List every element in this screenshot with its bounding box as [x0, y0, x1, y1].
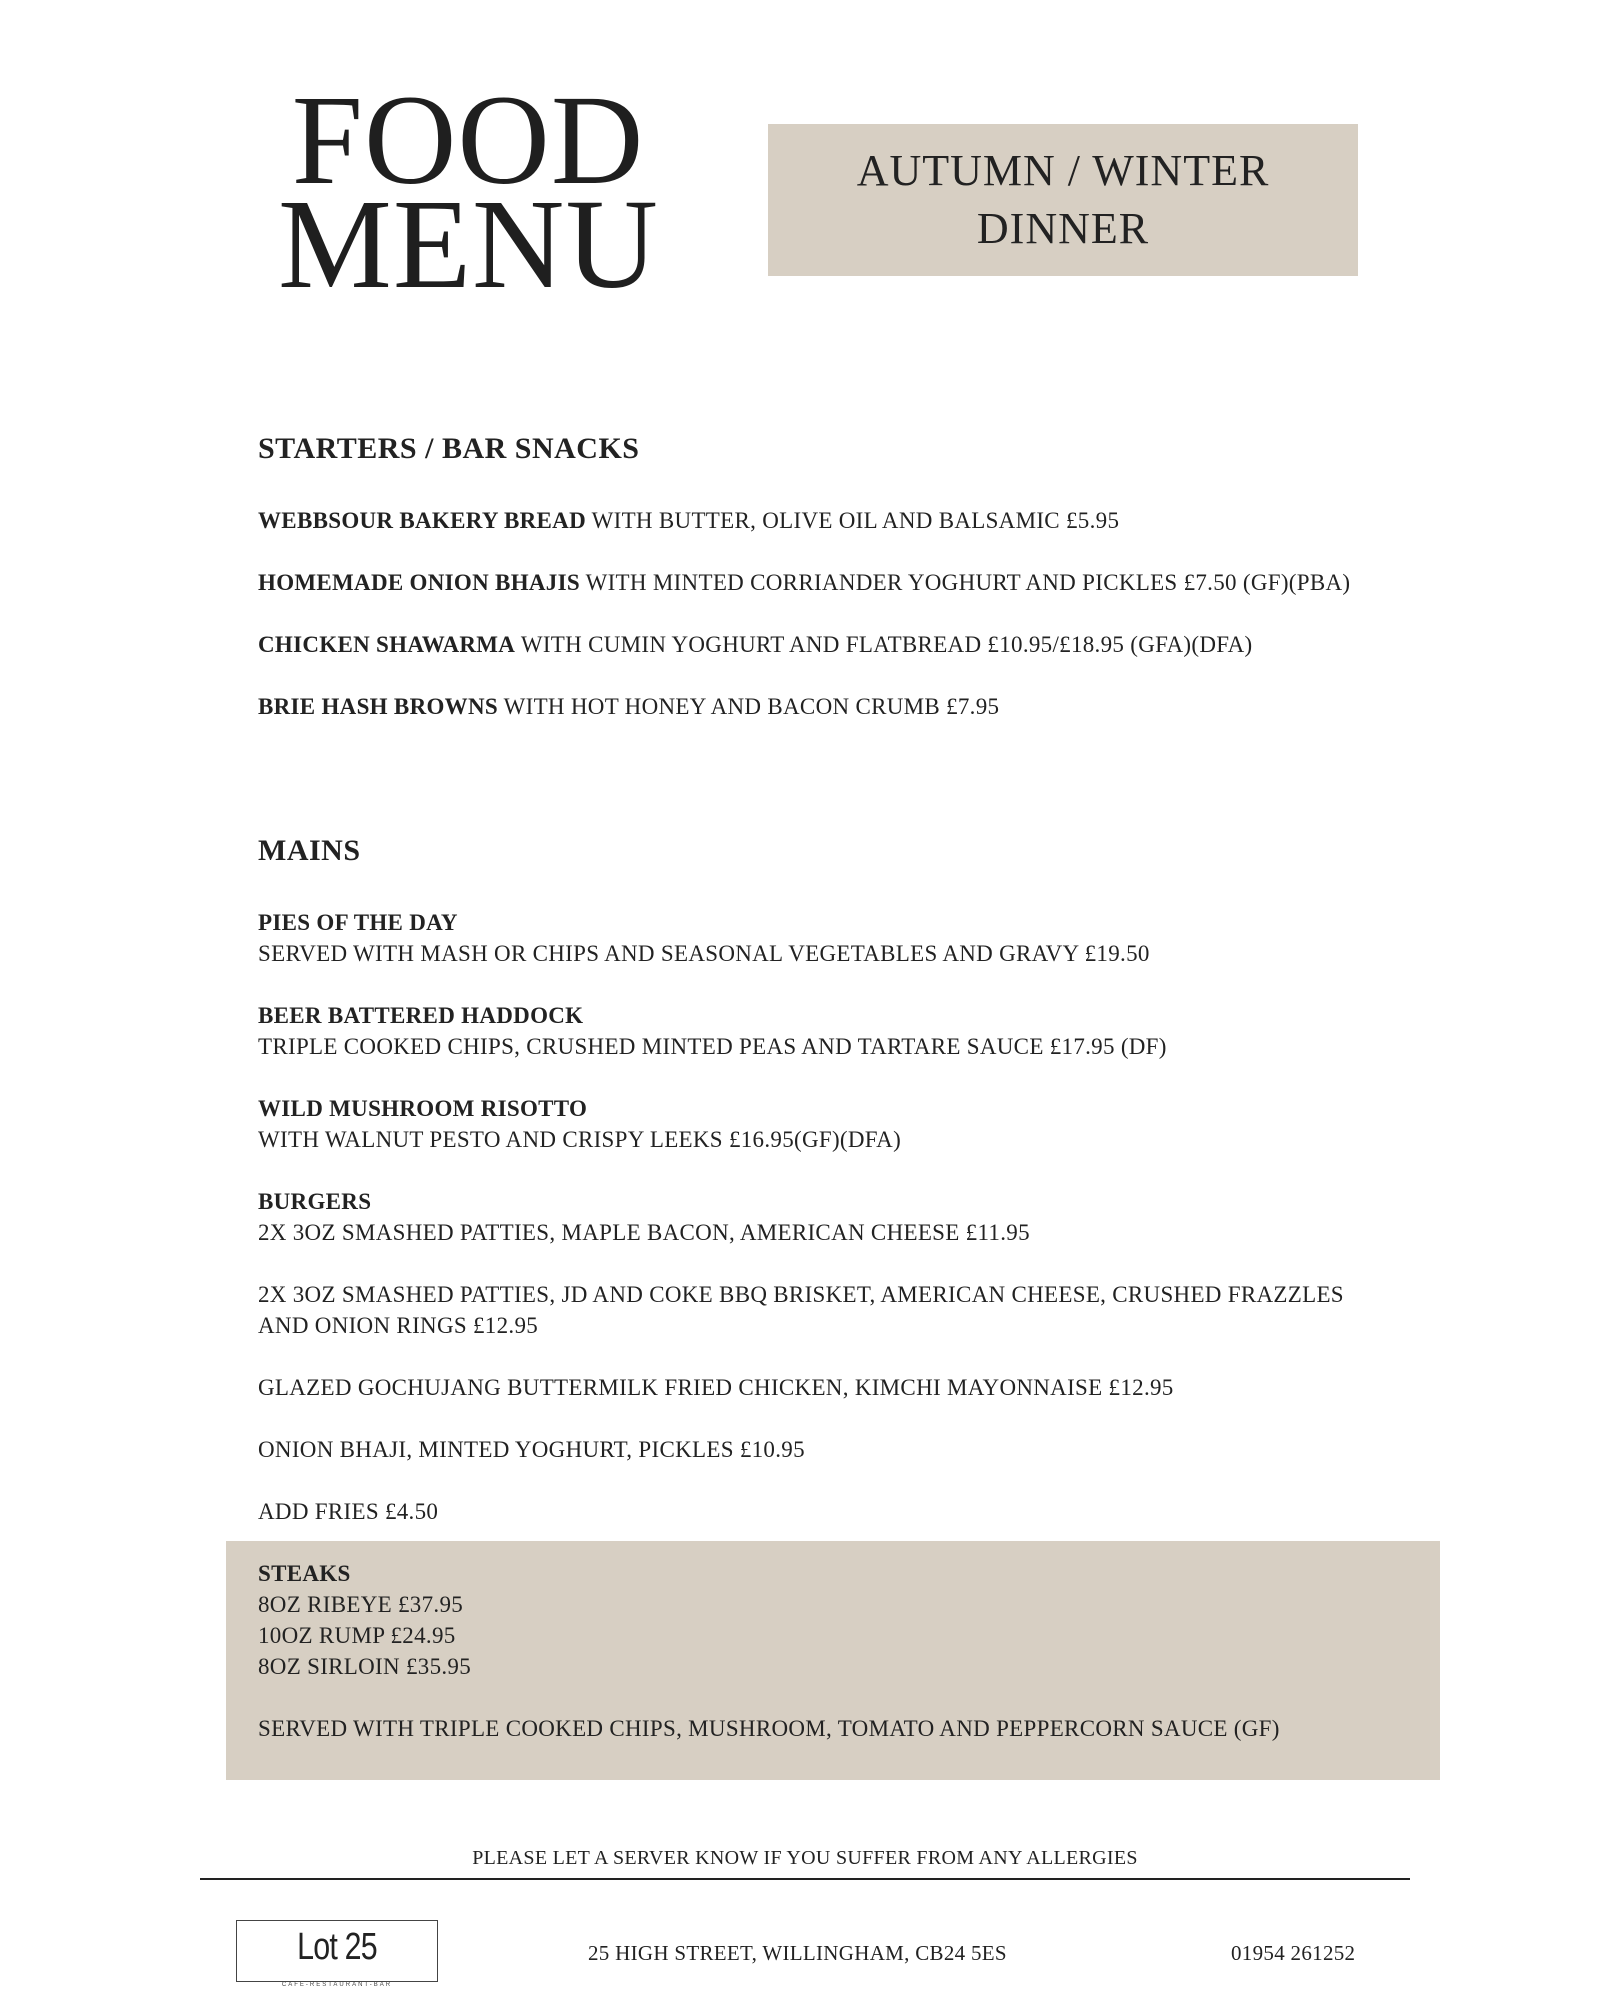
logo-subtext: CAFE-RESTAURANT-BAR — [277, 1982, 397, 1988]
burger-option: GLAZED GOCHUJANG BUTTERMILK FRIED CHICKEN, KIMCHI MAYONNAISE £12.95 — [258, 1375, 1174, 1400]
menu-title — [278, 69, 659, 315]
add-fries: ADD FRIES £4.50 — [258, 1499, 439, 1524]
allergy-notice: PLEASE LET A SERVER KNOW IF YOU SUFFER FROM ANY ALLERGIES — [472, 1847, 1138, 1869]
steak-option: 8OZ SIRLOIN £35.95 — [258, 1654, 472, 1679]
starter-item-name: CHICKEN SHAWARMA — [258, 632, 516, 657]
starter-item-name: WEBBSOUR BAKERY BREAD — [258, 508, 586, 533]
starter-item-desc: WITH BUTTER, OLIVE OIL AND BALSAMIC £5.95 — [585, 508, 1120, 533]
burger-option: 2X 3OZ SMASHED PATTIES, MAPLE BACON, AMERICAN CHEESE £11.95 — [258, 1220, 1030, 1245]
starter-item — [258, 508, 1119, 534]
menu-title-line2: MENU — [278, 173, 659, 315]
main-item-name: PIES OF THE DAY — [258, 910, 458, 935]
burgers-heading: BURGERS — [258, 1189, 372, 1214]
starter-item-desc: WITH CUMIN YOGHURT AND FLATBREAD £10.95/£18.95 (GFA)(DFA) — [515, 632, 1253, 657]
steak-served-with: SERVED WITH TRIPLE COOKED CHIPS, MUSHROOM, TOMATO AND PEPPERCORN SAUCE (GF) — [258, 1716, 1280, 1741]
steak-option: 8OZ RIBEYE £37.95 — [258, 1592, 464, 1617]
starter-item — [258, 694, 999, 720]
season-line1: AUTUMN / WINTER — [856, 146, 1270, 195]
burger-option: AND ONION RINGS £12.95 — [258, 1313, 539, 1338]
main-item-desc: TRIPLE COOKED CHIPS, CRUSHED MINTED PEAS AND TARTARE SAUCE £17.95 (DF) — [258, 1034, 1167, 1059]
mains-heading: MAINS — [258, 834, 361, 867]
menu-title-line1: FOOD — [291, 69, 645, 211]
starter-item-desc: WITH MINTED CORRIANDER YOGHURT AND PICKLES £7.50 (GF)(PBA) — [579, 570, 1351, 595]
main-item-desc: SERVED WITH MASH OR CHIPS AND SEASONAL VEGETABLES AND GRAVY £19.50 — [258, 941, 1150, 966]
starter-item-name: BRIE HASH BROWNS — [258, 694, 498, 719]
starters-heading: STARTERS / BAR SNACKS — [258, 432, 640, 465]
address: 25 HIGH STREET, WILLINGHAM, CB24 5ES — [588, 1941, 1007, 1965]
main-item-name: BEER BATTERED HADDOCK — [258, 1003, 584, 1028]
lot25-logo — [236, 1920, 438, 1988]
starter-item — [258, 570, 1350, 596]
burger-option: 2X 3OZ SMASHED PATTIES, JD AND COKE BBQ BRISKET, AMERICAN CHEESE, CRUSHED FRAZZLES — [258, 1282, 1344, 1307]
season-badge — [768, 124, 1358, 276]
logo-text: Lot 25 — [297, 1926, 377, 1968]
steak-option: 10OZ RUMP £24.95 — [258, 1623, 456, 1648]
steaks-heading: STEAKS — [258, 1561, 351, 1586]
starter-item — [258, 632, 1253, 658]
season-line2: DINNER — [976, 204, 1150, 253]
starter-item-name: HOMEMADE ONION BHAJIS — [258, 570, 580, 595]
starter-item-desc: WITH HOT HONEY AND BACON CRUMB £7.95 — [497, 694, 1000, 719]
burger-option: ONION BHAJI, MINTED YOGHURT, PICKLES £10.95 — [258, 1437, 805, 1462]
main-item-name: WILD MUSHROOM RISOTTO — [258, 1096, 588, 1121]
footer-divider — [200, 1878, 1410, 1880]
main-item-desc: WITH WALNUT PESTO AND CRISPY LEEKS £16.95(GF)(DFA) — [258, 1127, 902, 1152]
phone-number: 01954 261252 — [1231, 1941, 1356, 1965]
